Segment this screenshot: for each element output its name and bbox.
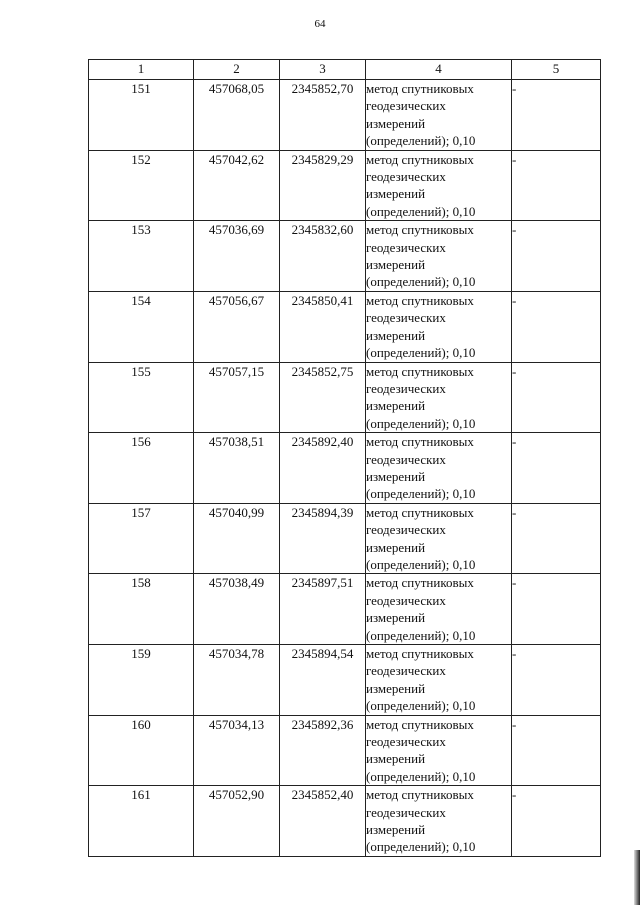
note-cell: - [512, 362, 601, 433]
y-coordinate-cell: 2345852,70 [280, 80, 366, 151]
x-coordinate-cell: 457034,13 [194, 715, 280, 786]
table-header-row [89, 60, 601, 80]
method-line: геодезических [366, 522, 446, 538]
method-cell [366, 291, 512, 362]
table-row [89, 786, 601, 857]
column-header-2: 2 [194, 60, 280, 80]
y-coordinate-cell: 2345829,29 [280, 150, 366, 221]
method-line: геодезических [366, 734, 446, 750]
note-cell: - [512, 433, 601, 504]
table-row [89, 645, 601, 716]
table-row [89, 715, 601, 786]
method-line: геодезических [366, 663, 446, 679]
note-cell: - [512, 574, 601, 645]
method-line: геодезических [366, 804, 446, 820]
method-line: измерений [366, 257, 426, 273]
note-cell: - [512, 221, 601, 292]
method-line: геодезических [366, 169, 446, 185]
x-coordinate-cell: 457052,90 [194, 786, 280, 857]
method-line: (определений); 0,10 [366, 698, 476, 714]
x-coordinate-cell: 457040,99 [194, 503, 280, 574]
point-number-cell: 161 [89, 786, 194, 857]
method-line: измерений [366, 398, 426, 414]
method-line: метод спутниковых [366, 787, 474, 803]
method-line: метод спутниковых [366, 434, 474, 450]
table-body [89, 80, 601, 857]
method-line: (определений); 0,10 [366, 768, 476, 784]
x-coordinate-cell: 457036,69 [194, 221, 280, 292]
method-line: измерений [366, 468, 426, 484]
method-line: (определений); 0,10 [366, 839, 476, 855]
method-line: метод спутниковых [366, 222, 474, 238]
method-line: измерений [366, 610, 426, 626]
note-cell: - [512, 80, 601, 151]
method-line: геодезических [366, 98, 446, 114]
note-cell: - [512, 150, 601, 221]
method-line: метод спутниковых [366, 646, 474, 661]
method-line: метод спутниковых [366, 716, 474, 732]
note-cell: - [512, 503, 601, 574]
method-line: (определений); 0,10 [366, 415, 476, 431]
table-row [89, 362, 601, 433]
y-coordinate-cell: 2345894,54 [280, 645, 366, 716]
y-coordinate-cell: 2345832,60 [280, 221, 366, 292]
coordinates-table [88, 59, 601, 857]
x-coordinate-cell: 457038,49 [194, 574, 280, 645]
point-number-cell: 154 [89, 291, 194, 362]
method-line: геодезических [366, 310, 446, 326]
note-cell: - [512, 715, 601, 786]
method-line: метод спутниковых [366, 292, 474, 308]
y-coordinate-cell: 2345892,40 [280, 433, 366, 504]
method-line: метод спутниковых [366, 151, 474, 167]
x-coordinate-cell: 457068,05 [194, 80, 280, 151]
table-row [89, 433, 601, 504]
method-line: метод спутниковых [366, 575, 474, 591]
column-header-5: 5 [512, 60, 601, 80]
method-cell [366, 221, 512, 292]
note-cell: - [512, 291, 601, 362]
point-number-cell: 160 [89, 715, 194, 786]
scan-edge-shadow [634, 850, 640, 905]
y-coordinate-cell: 2345850,41 [280, 291, 366, 362]
table-row [89, 150, 601, 221]
method-cell [366, 433, 512, 504]
method-cell [366, 150, 512, 221]
point-number-cell: 158 [89, 574, 194, 645]
x-coordinate-cell: 457038,51 [194, 433, 280, 504]
table-row [89, 80, 601, 151]
method-line: измерений [366, 680, 426, 696]
note-cell: - [512, 645, 601, 716]
method-line: (определений); 0,10 [366, 133, 476, 149]
column-header-4: 4 [366, 60, 512, 80]
table-row [89, 574, 601, 645]
x-coordinate-cell: 457034,78 [194, 645, 280, 716]
method-cell [366, 645, 512, 716]
method-line: измерений [366, 751, 426, 767]
y-coordinate-cell: 2345852,40 [280, 786, 366, 857]
method-line: геодезических [366, 592, 446, 608]
method-cell [366, 786, 512, 857]
column-header-3: 3 [280, 60, 366, 80]
method-line: измерений [366, 115, 426, 131]
point-number-cell: 155 [89, 362, 194, 433]
table-row [89, 503, 601, 574]
method-line: геодезических [366, 451, 446, 467]
point-number-cell: 156 [89, 433, 194, 504]
method-line: измерений [366, 822, 426, 838]
method-line: метод спутниковых [366, 363, 474, 379]
y-coordinate-cell: 2345852,75 [280, 362, 366, 433]
note-cell: - [512, 786, 601, 857]
method-line: (определений); 0,10 [366, 627, 476, 643]
method-line: геодезических [366, 239, 446, 255]
method-line: метод спутниковых [366, 81, 474, 96]
point-number-cell: 151 [89, 80, 194, 151]
x-coordinate-cell: 457042,62 [194, 150, 280, 221]
method-cell [366, 503, 512, 574]
method-cell [366, 574, 512, 645]
x-coordinate-cell: 457057,15 [194, 362, 280, 433]
method-line: измерений [366, 186, 426, 202]
method-line: (определений); 0,10 [366, 274, 476, 290]
method-line: (определений); 0,10 [366, 345, 476, 361]
method-line: геодезических [366, 380, 446, 396]
column-header-1: 1 [89, 60, 194, 80]
method-cell [366, 80, 512, 151]
table-row [89, 291, 601, 362]
method-cell [366, 715, 512, 786]
y-coordinate-cell: 2345897,51 [280, 574, 366, 645]
y-coordinate-cell: 2345892,36 [280, 715, 366, 786]
point-number-cell: 157 [89, 503, 194, 574]
table-row [89, 221, 601, 292]
method-line: измерений [366, 539, 426, 555]
method-line: (определений); 0,10 [366, 486, 476, 502]
method-line: метод спутниковых [366, 504, 474, 520]
method-line: (определений); 0,10 [366, 203, 476, 219]
point-number-cell: 153 [89, 221, 194, 292]
method-line: измерений [366, 327, 426, 343]
method-line: (определений); 0,10 [366, 556, 476, 572]
point-number-cell: 152 [89, 150, 194, 221]
y-coordinate-cell: 2345894,39 [280, 503, 366, 574]
x-coordinate-cell: 457056,67 [194, 291, 280, 362]
method-cell [366, 362, 512, 433]
point-number-cell: 159 [89, 645, 194, 716]
page-number: 64 [314, 18, 326, 30]
